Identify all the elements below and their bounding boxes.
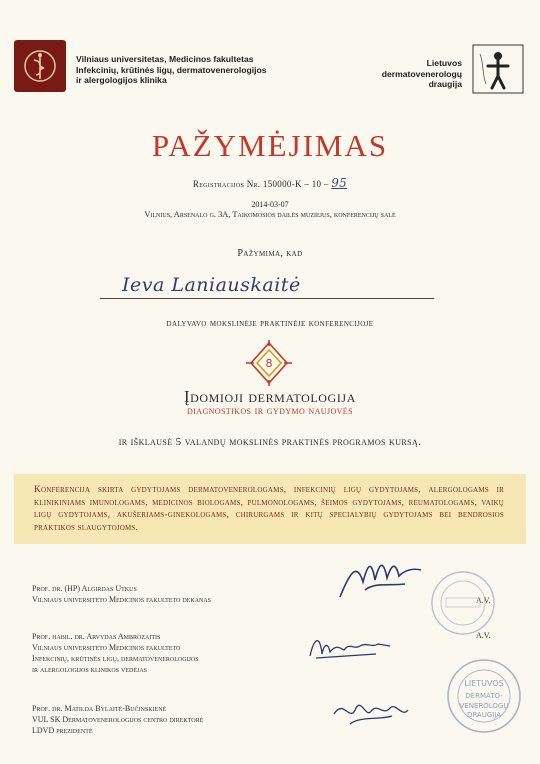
event-date: 2014-03-07 <box>251 200 289 209</box>
certificate-title: PAŽYMĖJIMAS <box>151 128 389 163</box>
svg-text:8: 8 <box>265 357 273 370</box>
signature-2-icon <box>306 628 396 664</box>
svg-text:VENEROLOGŲ: VENEROLOGŲ <box>459 702 509 710</box>
conference-title: Įdomioji dermatologija <box>184 387 356 406</box>
right-institution-name: Lietuvos dermatovenerologų draugija <box>381 58 462 89</box>
signatory-clinic-head: Prof. habil. dr. Arvydas Ambrozaitis Vilniaus universiteto Medicinos fakulteto Infekcinių, krūtinės ligų, dermatovenerologijos ir alergologijos klinikos vedėjas <box>32 632 199 674</box>
signatory-dean: Prof. dr. (HP) Algirdas Utkus Vilniaus universiteto Medicinos fakulteto dekanas <box>32 584 211 604</box>
seal-mark-2: A.V. <box>476 631 491 640</box>
course-completion-statement: ir išklausė 5 valandų mokslinės praktinės programos kursą. <box>118 436 422 448</box>
society-logo <box>472 44 524 94</box>
registration-number: Registracijos Nr. 150000-K – 10 – 95 <box>192 176 348 190</box>
university-stamp-icon <box>428 568 498 638</box>
seal-mark-1: A.V. <box>476 596 491 605</box>
ornament-icon <box>244 340 294 386</box>
recipient-name: Ieva Laniauskaitė <box>122 274 301 296</box>
human-figure-icon <box>472 44 524 94</box>
caduceus-emblem-icon <box>20 46 60 86</box>
society-stamp-icon <box>444 656 524 736</box>
signature-3-icon <box>330 694 420 730</box>
signature-1-icon <box>335 552 425 607</box>
left-institution-name: Vilniaus universitetas, Medicinos fakultetas Infekcinių, krūtinės ligų, dermatovenerologijos ir alergologijos klinika <box>76 54 267 85</box>
svg-text:LIETUVOS: LIETUVOS <box>464 679 504 688</box>
event-venue: Vilnius, Arsenalo g. 3A, Taikomosios dailės muziejus, konferencijų salė <box>144 210 396 219</box>
svg-text:DERMATO-: DERMATO- <box>465 692 503 700</box>
conference-subtitle: diagnostikos ir gydymo naujovės <box>187 405 353 417</box>
participation-statement: dalyvavo mokslinėje praktinėje konferencijoje <box>166 318 374 329</box>
university-clinic-logo <box>14 40 66 92</box>
folk-ornament <box>244 340 294 386</box>
signatory-president: Prof. dr. Matilda Bylaitė-Bučinskienė VUL SK Dermatovenerologijos centro direktorė LDVD prezidentė <box>32 704 204 735</box>
name-underline <box>100 298 434 299</box>
audience-text: Konferencija skirta gydytojams dermatovenerologams, infekcinių ligų gydytojams, alergologams ir klinikiniams imunologams, medicinos biologams, pulmonologams, šeimos gydytojams, reumatologams, vaikų ligų gydytojams, akušeriams-ginekologams, chirurgams ir kitų specialybių gydytojams bei bendrosios praktikos slaugytojoms. <box>34 485 504 533</box>
certify-statement: Pažymima, kad <box>237 248 303 259</box>
svg-text:DRAUGIJA: DRAUGIJA <box>466 711 502 719</box>
registration-handwritten-number: 95 <box>331 176 348 190</box>
